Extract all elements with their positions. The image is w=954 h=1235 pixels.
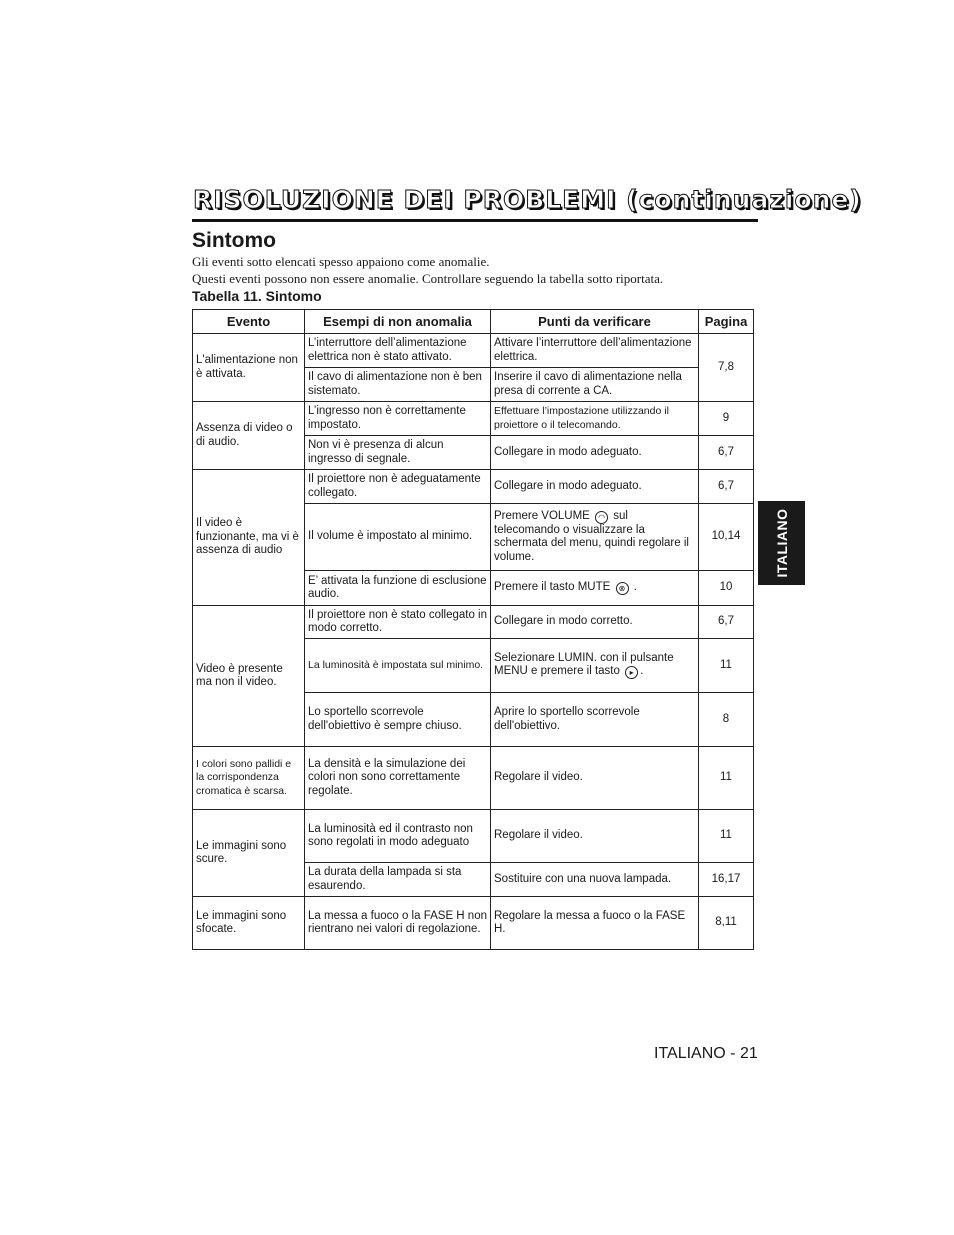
- check-cell: Collegare in modo adeguato.: [491, 436, 699, 470]
- check-cell: Effettuare l’impostazione utilizzando il proiettore o il telecomando.: [491, 402, 699, 436]
- example-cell: Il volume è impostato al minimo.: [305, 504, 491, 571]
- check-cell: [491, 639, 699, 693]
- title-underline: [192, 219, 758, 222]
- volume-icon: ◠: [595, 511, 608, 524]
- example-cell: L’interruttore dell’alimentazione elettrica non è stato attivato.: [305, 334, 491, 368]
- table-row: [193, 747, 754, 810]
- page-cell: 11: [699, 639, 754, 693]
- page-cell: 7,8: [699, 334, 754, 402]
- check-cell: Regolare il video.: [491, 810, 699, 863]
- intro-text: [192, 253, 663, 287]
- check-text-before: Premere VOLUME: [494, 509, 590, 522]
- check-text-after: .: [640, 665, 644, 678]
- example-cell: Lo sportello scorrevole dell'obiettivo è sempre chiuso.: [305, 693, 491, 747]
- table-row: [193, 897, 754, 950]
- page-cell: 16,17: [699, 863, 754, 897]
- check-cell: Collegare in modo corretto.: [491, 606, 699, 639]
- page-cell: 8: [699, 693, 754, 747]
- example-cell: La durata della lampada si sta esaurendo.: [305, 863, 491, 897]
- example-cell: Il proiettore non è adeguatamente collegato.: [305, 470, 491, 504]
- symptom-table: [192, 309, 754, 950]
- check-text-before: Premere il tasto MUTE: [494, 581, 611, 593]
- check-cell: Aprire lo sportello scorrevole dell'obiettivo.: [491, 693, 699, 747]
- right-arrow-icon: ▸: [625, 666, 638, 679]
- language-side-tab-label: ITALIANO: [773, 508, 790, 578]
- table-row: [193, 810, 754, 863]
- event-cell: Video è presente ma non il video.: [193, 606, 305, 747]
- section-heading: Sintomo: [192, 229, 276, 252]
- mute-icon: ⊗: [616, 582, 629, 595]
- table-header-row: [193, 310, 754, 334]
- page-cell: 10: [699, 571, 754, 606]
- table-row: [193, 606, 754, 639]
- table-row: [193, 402, 754, 436]
- event-cell: Assenza di video o di audio.: [193, 402, 305, 470]
- header-esempi: Esempi di non anomalia: [305, 310, 491, 334]
- example-cell: La messa a fuoco o la FASE H non rientrano nei valori di regolazione.: [305, 897, 491, 950]
- page-number: ITALIANO - 21: [654, 1045, 758, 1062]
- intro-line-1: Gli eventi sotto elencati spesso appaiono come anomalie.: [192, 254, 490, 269]
- header-punti: Punti da verificare: [491, 310, 699, 334]
- table-row: [193, 470, 754, 504]
- check-text-after: .: [633, 581, 637, 593]
- event-cell: Le immagini sono scure.: [193, 810, 305, 897]
- check-cell: Sostituire con una nuova lampada.: [491, 863, 699, 897]
- intro-line-2: Questi eventi possono non essere anomalie. Controllare seguendo la tabella sotto riportata.: [192, 271, 664, 286]
- example-cell: Il cavo di alimentazione non è ben sistemato.: [305, 368, 491, 402]
- header-evento: Evento: [193, 310, 305, 334]
- example-cell: L’ingresso non è correttamente impostato.: [305, 402, 491, 436]
- page-cell: 11: [699, 747, 754, 810]
- example-cell: Non vi è presenza di alcun ingresso di segnale.: [305, 436, 491, 470]
- check-cell: [491, 571, 699, 606]
- event-cell: Le immagini sono sfocate.: [193, 897, 305, 950]
- check-cell: Regolare il video.: [491, 747, 699, 810]
- check-cell: Regolare la messa a fuoco o la FASE H.: [491, 897, 699, 950]
- page-cell: 6,7: [699, 470, 754, 504]
- table-caption: Tabella 11. Sintomo: [192, 288, 322, 304]
- example-cell: La luminosità ed il contrasto non sono regolati in modo adeguato: [305, 810, 491, 863]
- page-cell: 9: [699, 402, 754, 436]
- check-text-before: Selezionare LUMIN. con il pulsante MENU e premere il tasto: [494, 651, 674, 678]
- language-side-tab: [758, 501, 805, 585]
- example-cell: La densità e la simulazione dei colori non sono correttamente regolate.: [305, 747, 491, 810]
- check-cell: Collegare in modo adeguato.: [491, 470, 699, 504]
- example-cell: E’ attivata la funzione di esclusione audio.: [305, 571, 491, 606]
- example-cell: La luminosità è impostata sul minimo.: [305, 639, 491, 693]
- example-cell: Il proiettore non è stato collegato in modo corretto.: [305, 606, 491, 639]
- check-cell: Inserire il cavo di alimentazione nella presa di corrente a CA.: [491, 368, 699, 402]
- event-cell: Il video è funzionante, ma vi è assenza di audio: [193, 470, 305, 606]
- check-cell: Attivare l’interruttore dell’alimentazione elettrica.: [491, 334, 699, 368]
- page-cell: 8,11: [699, 897, 754, 950]
- event-cell: L'alimentazione non è attivata.: [193, 334, 305, 402]
- page-cell: 6,7: [699, 436, 754, 470]
- header-pagina: Pagina: [699, 310, 754, 334]
- table-row: [193, 334, 754, 368]
- check-cell: [491, 504, 699, 571]
- event-cell: I colori sono pallidi e la corrispondenza cromatica è scarsa.: [193, 747, 305, 810]
- page-title: RISOLUZIONE DEI PROBLEMI (continuazione): [193, 185, 862, 214]
- page-cell: 11: [699, 810, 754, 863]
- page-cell: 10,14: [699, 504, 754, 571]
- check-text-after: sul telecomando o visualizzare la schermata del menu, quindi regolare il volume.: [494, 509, 689, 563]
- page-cell: 6,7: [699, 606, 754, 639]
